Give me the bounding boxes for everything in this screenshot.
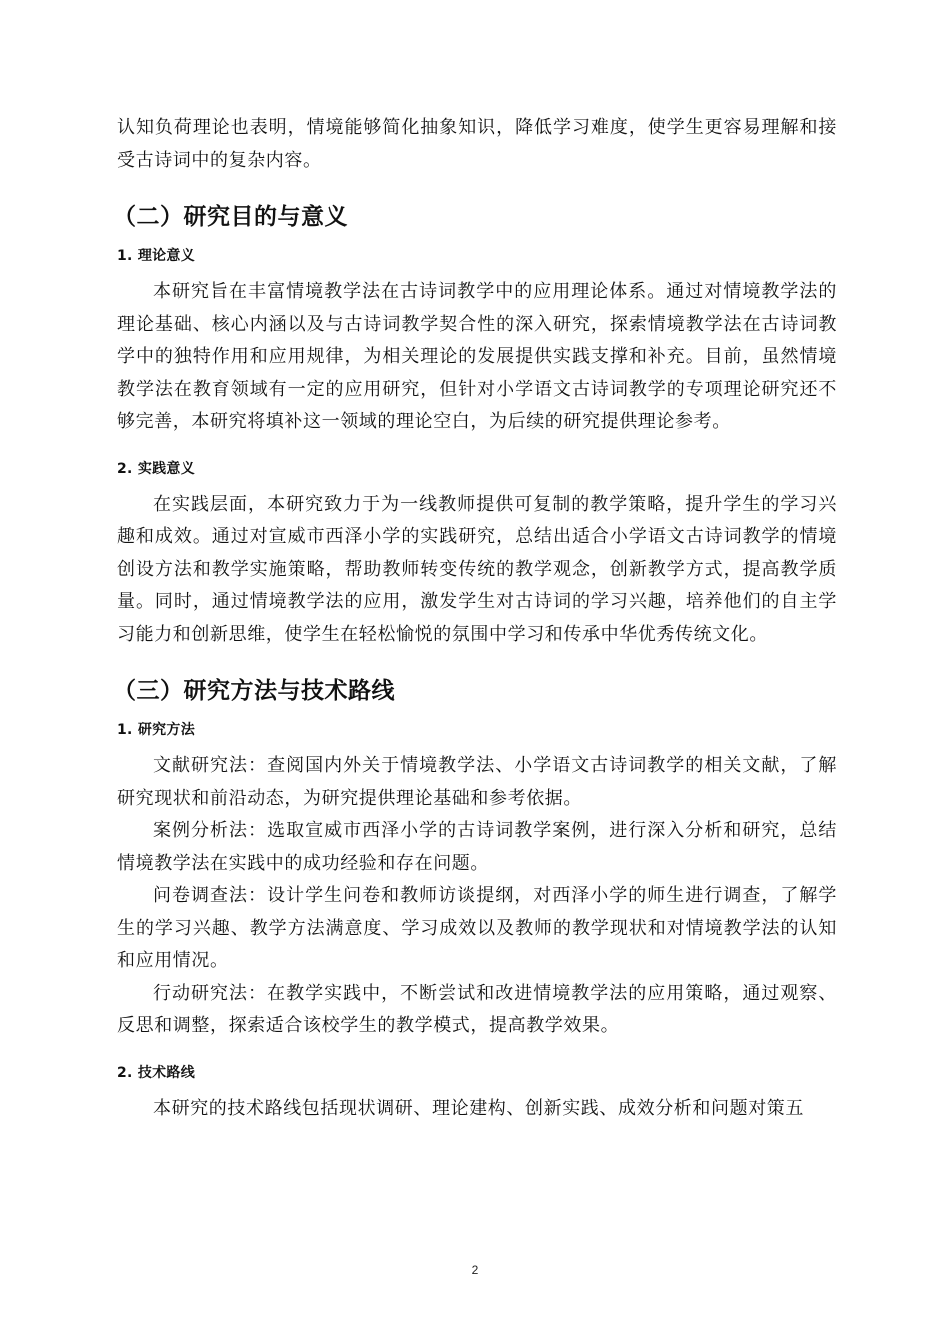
- section-heading-purpose: （二）研究目的与意义: [113, 204, 348, 230]
- subheading-theoretical-significance: 1. 理论意义: [117, 248, 196, 264]
- paragraph-literature-method: 文献研究法：查阅国内外关于情境教学法、小学语文古诗词教学的相关文献，了解研究现状和前沿动态，为研究提供理论基础和参考依据。: [117, 755, 837, 809]
- paragraph-practical-significance: 在实践层面，本研究致力于为一线教师提供可复制的教学策略，提升学生的学习兴趣和成效。通过对宣威市西泽小学的实践研究，总结出适合小学语文古诗词教学的情境创设方法和教学实施策略，帮助教师转变传统的教学观念，创新教学方式，提高教学质量。同时，通过情境教学法的应用，激发学生对古诗词的学习兴趣，培养他们的自主学习能力和创新思维，使学生在轻松愉悦的氛围中学习和传承中华优秀传统文化。: [117, 493, 837, 645]
- page-number: 2: [471, 1263, 479, 1277]
- subheading-practical-significance: 2. 实践意义: [117, 460, 196, 477]
- paragraph-theoretical-significance: 本研究旨在丰富情境教学法在古诗词教学中的应用理论体系。通过对情境教学法的理论基础、核心内涵以及与古诗词教学契合性的深入研究，探索情境教学法在古诗词教学中的独特作用和应用规律，为相关理论的发展提供实践支撑和补充。目前，虽然情境教学法在教育领域有一定的应用研究，但针对小学语文古诗词教学的专项理论研究还不够完善，本研究将填补这一领域的理论空白，为后续的研究提供理论参考。: [117, 281, 837, 432]
- subheading-research-methods: 1. 研究方法: [117, 722, 196, 738]
- section-heading-methods: （三）研究方法与技术路线: [113, 678, 395, 704]
- paragraph-action-method: 行动研究法：在教学实践中，不断尝试和改进情境教学法的应用策略，通过观察、反思和调整，探索适合该校学生的教学模式，提高教学效果。: [117, 982, 837, 1036]
- subheading-technical-route: 2. 技术路线: [117, 1064, 196, 1081]
- page-content: [113, 112, 837, 1125]
- paragraph-survey-method: 问卷调查法：设计学生问卷和教师访谈提纲，对西泽小学的师生进行调查，了解学生的学习兴趣、教学方法满意度、学习成效以及教师的教学现状和对情境教学法的认知和应用情况。: [117, 885, 837, 971]
- intro-paragraph: 认知负荷理论也表明，情境能够简化抽象知识，降低学习难度，使学生更容易理解和接受古诗词中的复杂内容。: [117, 117, 837, 171]
- paragraph-case-method: 案例分析法：选取宣威市西泽小学的古诗词教学案例，进行深入分析和研究，总结情境教学法在实践中的成功经验和存在问题。: [117, 820, 837, 874]
- paragraph-technical-route: 本研究的技术路线包括现状调研、理论建构、创新实践、成效分析和问题对策五: [153, 1097, 804, 1119]
